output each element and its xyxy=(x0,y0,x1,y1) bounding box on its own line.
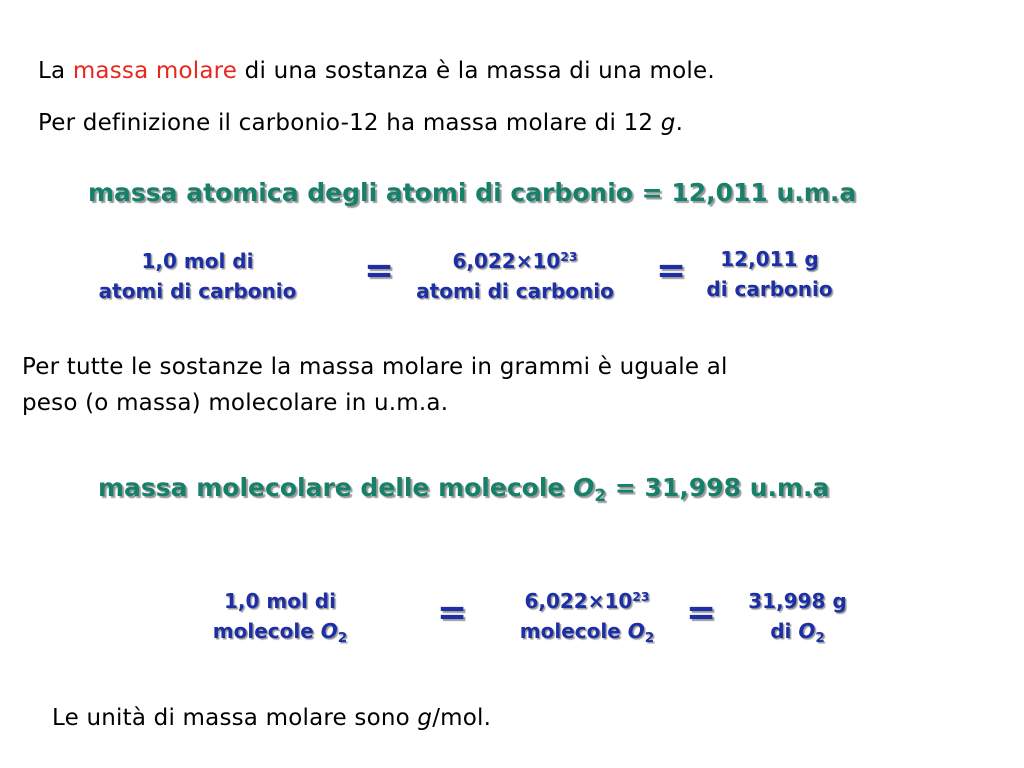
oxygen-headline-pre: massa molecolare delle molecole xyxy=(98,473,574,502)
oxygen-grams-line2 xyxy=(725,616,870,646)
oxygen-grams-box xyxy=(725,586,870,646)
oxygen-headline-sub: 2 xyxy=(594,486,607,507)
oxygen-grams-pre: di xyxy=(770,619,799,643)
oxygen-headline-O: O xyxy=(573,473,595,502)
carbon12-post: . xyxy=(675,110,684,136)
oxygen-mol-sub: 2 xyxy=(337,630,348,647)
oxygen-molecules-pre: molecole xyxy=(519,619,628,643)
carbon-grams-box xyxy=(692,244,847,304)
carbon-headline: massa atomica degli atomi di carbonio = 12,011 u.m.a xyxy=(88,178,857,207)
carbon-equals-1: = xyxy=(364,250,395,291)
carbon12-line xyxy=(38,110,683,136)
oxygen-mol-O: O xyxy=(320,619,338,643)
oxygen-molecules-sub: 2 xyxy=(644,630,655,647)
carbon-mol-line2: atomi di carbonio xyxy=(98,279,297,303)
oxygen-equals-2: = xyxy=(686,592,717,633)
oxygen-mol-line1: 1,0 mol di xyxy=(224,589,336,613)
carbon12-pre: Per definizione il carbonio-12 ha massa molare di 12 xyxy=(38,110,661,136)
carbon-mol-box xyxy=(80,246,315,306)
paragraph-line-2: peso (o massa) molecolare in u.m.a. xyxy=(22,390,449,416)
paragraph-line-1: Per tutte le sostanze la massa molare in grammi è uguale al xyxy=(22,354,728,380)
oxygen-grams-O: O xyxy=(798,619,816,643)
oxygen-molecules-O: O xyxy=(627,619,645,643)
definition-post: di una sostanza è la massa di una mole. xyxy=(237,58,715,84)
definition-line xyxy=(38,58,715,84)
units-unit: g xyxy=(417,705,433,731)
units-line xyxy=(52,705,491,731)
oxygen-molecules-line2 xyxy=(502,616,672,646)
oxygen-headline xyxy=(98,473,830,507)
oxygen-molecules-box xyxy=(502,586,672,646)
oxygen-headline-post: = 31,998 u.m.a xyxy=(606,473,830,502)
oxygen-equals-1: = xyxy=(437,592,468,633)
carbon-atoms-box xyxy=(400,246,630,306)
avogadro-exponent: 23 xyxy=(560,249,578,265)
carbon-mol-line1: 1,0 mol di xyxy=(141,249,254,273)
oxygen-mol-box xyxy=(190,586,370,646)
oxygen-molecules-line1 xyxy=(502,586,672,616)
oxygen-mol-pre: molecole xyxy=(212,619,321,643)
oxygen-grams-sub: 2 xyxy=(815,630,825,647)
carbon-equals-2: = xyxy=(656,250,687,291)
oxygen-avogadro-base: 6,022×10 xyxy=(524,589,633,613)
avogadro-base: 6,022×10 xyxy=(452,249,561,273)
oxygen-grams-line1: 31,998 g xyxy=(748,589,847,613)
definition-pre: La xyxy=(38,58,73,84)
oxygen-mol-line2 xyxy=(190,616,370,646)
oxygen-avogadro-exponent: 23 xyxy=(632,589,650,605)
units-pre: Le unità di massa molare sono xyxy=(52,705,418,731)
carbon-grams-line1: 12,011 g xyxy=(720,247,819,271)
carbon12-unit: g xyxy=(660,110,676,136)
carbon-atoms-line1 xyxy=(400,246,630,276)
carbon-atoms-line2: atomi di carbonio xyxy=(416,279,614,303)
highlight-term: massa molare xyxy=(72,58,238,84)
units-post: /mol. xyxy=(432,705,492,731)
carbon-grams-line2: di carbonio xyxy=(706,277,833,301)
